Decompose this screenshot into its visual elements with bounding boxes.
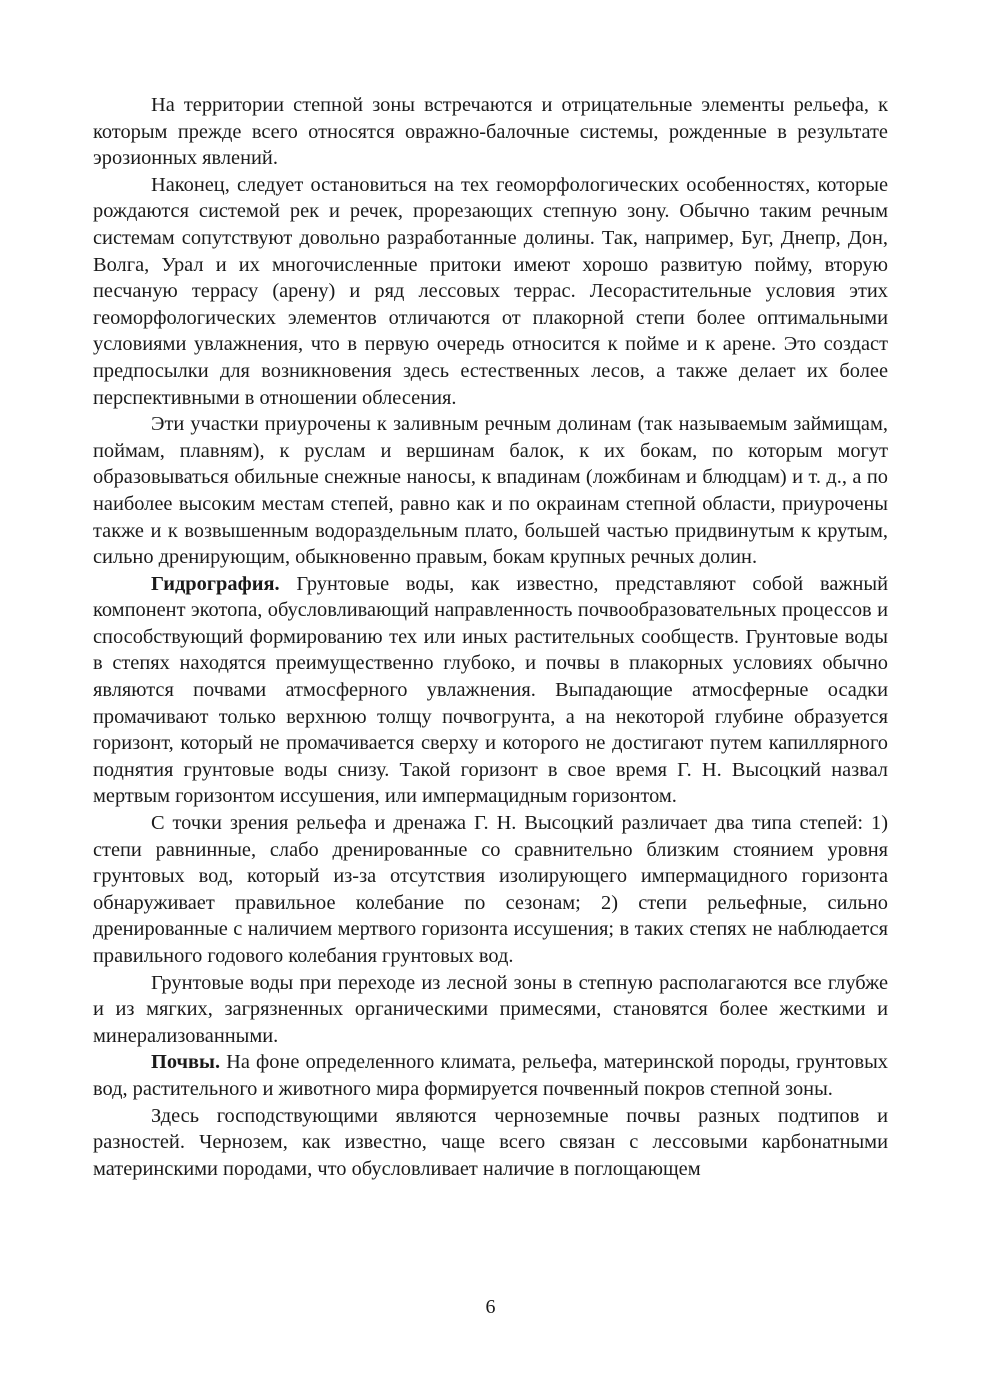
paragraph-text: Здесь господствующими являются черноземные почвы разных подтипов и разностей. Чернозем, как известно, чаще всего связан с лессовыми карбонатными материнскими породами, что обусловливает наличие в поглощающем: [93, 1104, 888, 1180]
paragraph-text: На территории степной зоны встречаются и отрицательные элементы рельефа, к которым прежде всего относятся овражно-балочные системы, рожденные в результате эрозионных явлений.: [93, 94, 888, 170]
paragraph-negative-relief: [93, 92, 888, 172]
page-body: [93, 92, 888, 1182]
section-heading-soils: Почвы.: [151, 1051, 221, 1074]
paragraph-river-systems: [93, 172, 888, 411]
paragraph-text: Эти участки приурочены к заливным речным долинам (так называемым займищам, поймам, плавням), к руслам и вершинам балок, к их бокам, по которым могут образовываться обильные снежные наносы, к впадинам (ложбинам и блюдцам) и т. д., а по наиболее высоким местам степей, равно как и по окраинам степной области, приурочены также и к возвышенным водораздельным плато, большей частью придвинутым к крутым, сильно дренирующим, обыкновенно правым, бокам крупных речных долин.: [93, 413, 888, 569]
paragraph-text: С точки зрения рельефа и дренажа Г. Н. Высоцкий различает два типа степей: 1) степи равнинные, слабо дренированные со сравнительно близким стоянием уровня грунтовых вод, который из-за отсутствия изолирующего импермацидного горизонта обнаруживает правильное колебание по сезонам; 2) степи рельефные, сильно дренированные с наличием мертвого горизонта иссушения; в таких степях не наблюдается правильного годового колебания грунтовых вод.: [93, 812, 888, 967]
paragraph-chernozem: [93, 1103, 888, 1183]
paragraph-steppe-types: [93, 810, 888, 970]
paragraph-hydrography: [93, 571, 888, 810]
paragraph-text: Грунтовые воды при переходе из лесной зоны в степную располагаются все глубже и из мягких, загрязненных органическими примесями, становятся более жесткими и минерализованными.: [93, 971, 888, 1047]
page-number: 6: [485, 1296, 496, 1318]
paragraph-floodplain-sites: [93, 411, 888, 571]
section-heading-hydrography: Гидрография.: [151, 572, 280, 595]
paragraph-text: Наконец, следует остановиться на тех геоморфологических особенностях, которые рождаются системой рек и речек, прорезающих степную зону. Обычно таким речным системам сопутствуют довольно разработанные долины. Так, например, Буг, Днепр, Дон, Волга, Урал и их многочисленные притоки имеют хорошо развитую пойму, вторую песчаную террасу (арену) и ряд лессовых террас. Лесорастительные условия этих геоморфологических элементов отличаются от плакорной степи более оптимальными условиями увлажнения, что в первую очередь относится к пойме и к арене. Это создаст предпосылки для возникновения здесь естественных лесов, а также делает их более перспективными в отношении облесения.: [93, 173, 888, 409]
paragraph-text: Грунтовые воды, как известно, представляют собой важный компонент экотопа, обусловливающий направленность почвообразовательных процессов и способствующий формированию тех или иных растительных сообществ. Грунтовые воды в степях находятся преимущественно глубоко, и почвы в плакорных условиях обычно являются почвами атмосферного увлажнения. Выпадающие атмосферные осадки промачивают только верхнюю толщу почвогрунта, а на некоторой глубине образуется горизонт, который не промачивается сверху и которого не достигают путем капиллярного поднятия грунтовые воды снизу. Такой горизонт в свое время Г. Н. Высоцкий назвал мертвым горизонтом иссушения, или импермацидным горизонтом.: [93, 572, 888, 808]
paragraph-text: На фоне определенного климата, рельефа, материнской породы, грунтовых вод, растительного и животного мира формируется почвенный покров степной зоны.: [93, 1051, 888, 1100]
paragraph-groundwater-transition: [93, 970, 888, 1050]
paragraph-soils: [93, 1049, 888, 1102]
